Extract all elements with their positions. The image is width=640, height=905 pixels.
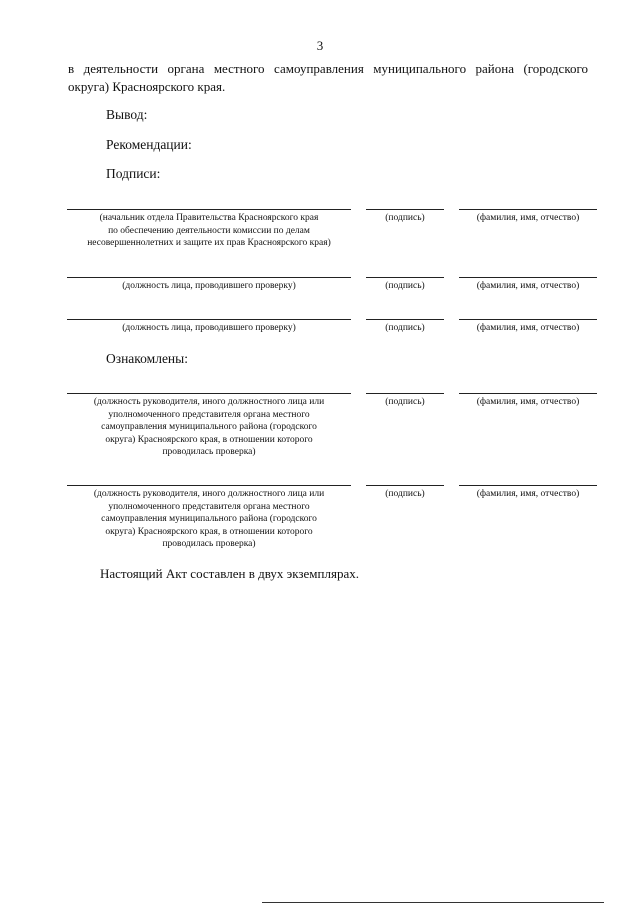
signatures-heading: Подписи: [106, 166, 161, 181]
name-label: (фамилия, имя, отчество) [476, 213, 580, 223]
position-label: (начальник отдела Правительства Красноярского края по обеспечению деятельности комиссии по делам несовершеннолетних и защите их прав Красноярского края) [87, 213, 331, 248]
name-label: (фамилия, имя, отчество) [476, 489, 580, 499]
position-label: (должность лица, проводившего проверку) [122, 281, 296, 291]
position-line [67, 209, 351, 210]
signature-label: (подпись) [385, 323, 425, 333]
closing-statement: Настоящий Акт составлен в двух экземплярах. [100, 566, 359, 581]
position-label: (должность руководителя, иного должностного лица или уполномоченного представителя органа местного самоуправления муниципального района (городского округа) Красноярского края, в отношении которого проводилась проверка) [93, 397, 325, 457]
signature-line [366, 209, 444, 210]
name-label: (фамилия, имя, отчество) [476, 397, 580, 407]
signature-line [366, 393, 444, 394]
name-line [459, 319, 597, 320]
acquainted-heading: Ознакомлены: [106, 351, 188, 366]
conclusion-heading: Вывод: [106, 107, 148, 122]
name-line [459, 277, 597, 278]
position-label: (должность руководителя, иного должностного лица или уполномоченного представителя органа местного самоуправления муниципального района (городского округа) Красноярского края, в отношении которого проводилась проверка) [93, 489, 325, 549]
position-line [67, 319, 351, 320]
name-label: (фамилия, имя, отчество) [476, 323, 580, 333]
signature-line [366, 485, 444, 486]
recommendations-heading: Рекомендации: [106, 137, 192, 152]
signature-line [366, 277, 444, 278]
name-line [459, 393, 597, 394]
signature-label: (подпись) [385, 489, 425, 499]
bottom-rule [262, 902, 604, 903]
page-number: 3 [316, 38, 324, 53]
position-line [67, 277, 351, 278]
signature-label: (подпись) [385, 213, 425, 223]
intro-paragraph: в деятельности органа местного самоуправления муниципального района (городского округа) Красноярского края. [68, 61, 588, 94]
signature-line [366, 319, 444, 320]
position-line [67, 393, 351, 394]
name-line [459, 209, 597, 210]
position-label: (должность лица, проводившего проверку) [122, 323, 296, 333]
position-line [67, 485, 351, 486]
name-label: (фамилия, имя, отчество) [476, 281, 580, 291]
signature-label: (подпись) [385, 397, 425, 407]
name-line [459, 485, 597, 486]
signature-label: (подпись) [385, 281, 425, 291]
